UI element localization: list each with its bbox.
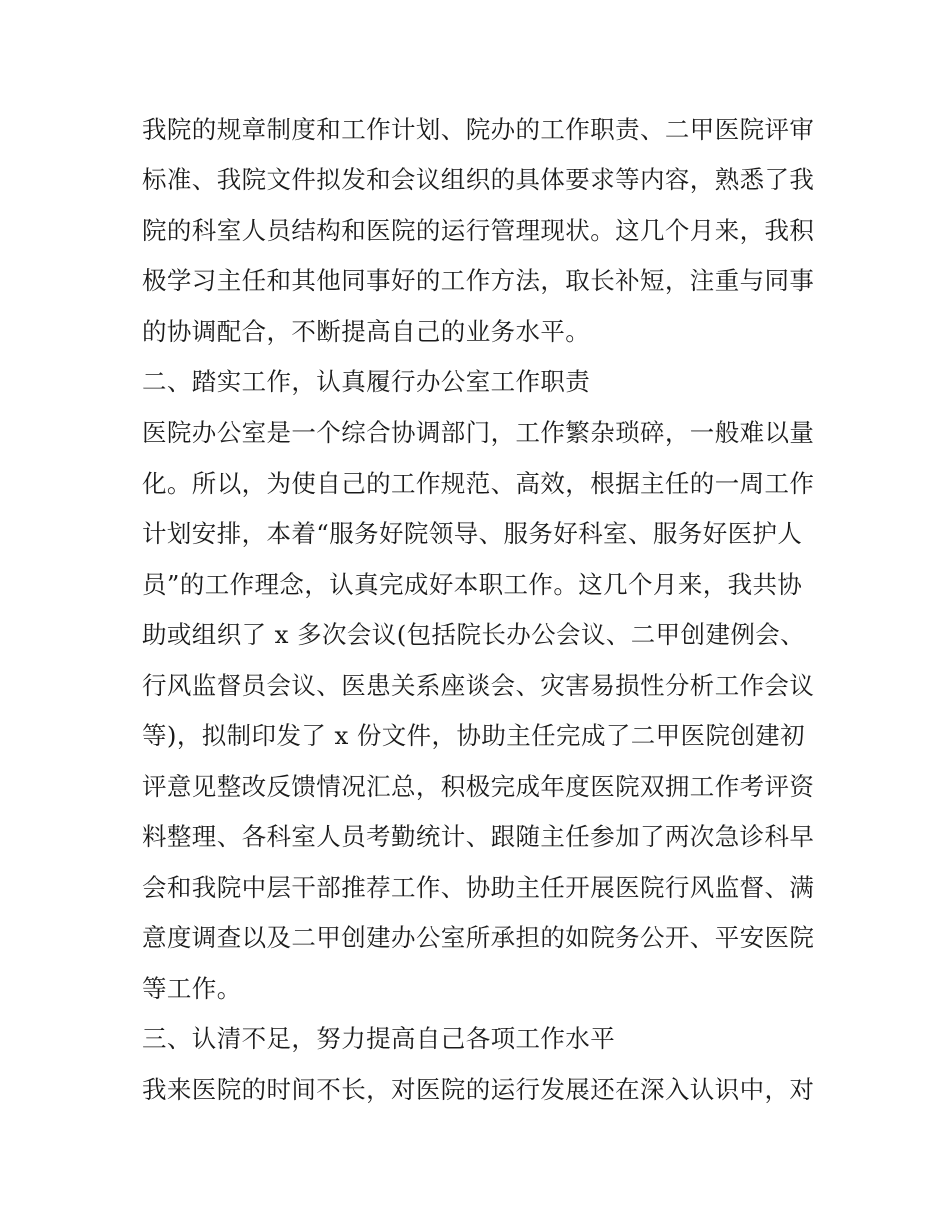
paragraph-line: 我来医院的时间不长，对医院的运行发展还在深入认识中，对 xyxy=(142,1075,815,1104)
paragraph-line: 行风监督员会议、医患关系座谈会、灾害易损性分析工作会议 xyxy=(142,671,815,700)
paragraph-line: 等)，拟制印发了 x 份文件，协助主任完成了二甲医院创建初 xyxy=(142,721,806,750)
paragraph-line: 助或组织了 x 多次会议(包括院长办公会议、二甲创建例会、 xyxy=(142,620,806,649)
paragraph-line: 我院的规章制度和工作计划、院办的工作职责、二甲医院评审 xyxy=(142,115,815,144)
paragraph-line: 的协调配合，不断提高自己的业务水平。 xyxy=(142,317,591,346)
paragraph-line: 评意见整改反馈情况汇总，积极完成年度医院双拥工作考评资 xyxy=(142,772,815,801)
paragraph-line: 料整理、各科室人员考勤统计、跟随主任参加了两次急诊科早 xyxy=(142,822,815,851)
paragraph-line: 计划安排，本着“服务好院领导、服务好科室、服务好医护人 xyxy=(142,519,803,548)
paragraph-line: 意度调查以及二甲创建办公室所承担的如院务公开、平安医院 xyxy=(142,923,815,952)
section-heading: 三、认清不足，努力提高自己各项工作水平 xyxy=(142,1024,616,1053)
section-heading: 二、踏实工作，认真履行办公室工作职责 xyxy=(142,367,591,396)
paragraph-line: 会和我院中层干部推荐工作、协助主任开展医院行风监督、满 xyxy=(142,873,815,902)
paragraph-line: 院的科室人员结构和医院的运行管理现状。这几个月来，我积 xyxy=(142,216,815,245)
paragraph-line: 标准、我院文件拟发和会议组织的具体要求等内容，熟悉了我 xyxy=(142,165,815,194)
paragraph-line: 医院办公室是一个综合协调部门，工作繁杂琐碎，一般难以量 xyxy=(142,418,815,447)
paragraph-line: 等工作。 xyxy=(142,974,242,1003)
paragraph-line: 员”的工作理念，认真完成好本职工作。这几个月来，我共协 xyxy=(142,570,803,599)
paragraph-line: 化。所以，为使自己的工作规范、高效，根据主任的一周工作 xyxy=(142,469,815,498)
paragraph-line: 极学习主任和其他同事好的工作方法，取长补短，注重与同事 xyxy=(142,266,815,295)
